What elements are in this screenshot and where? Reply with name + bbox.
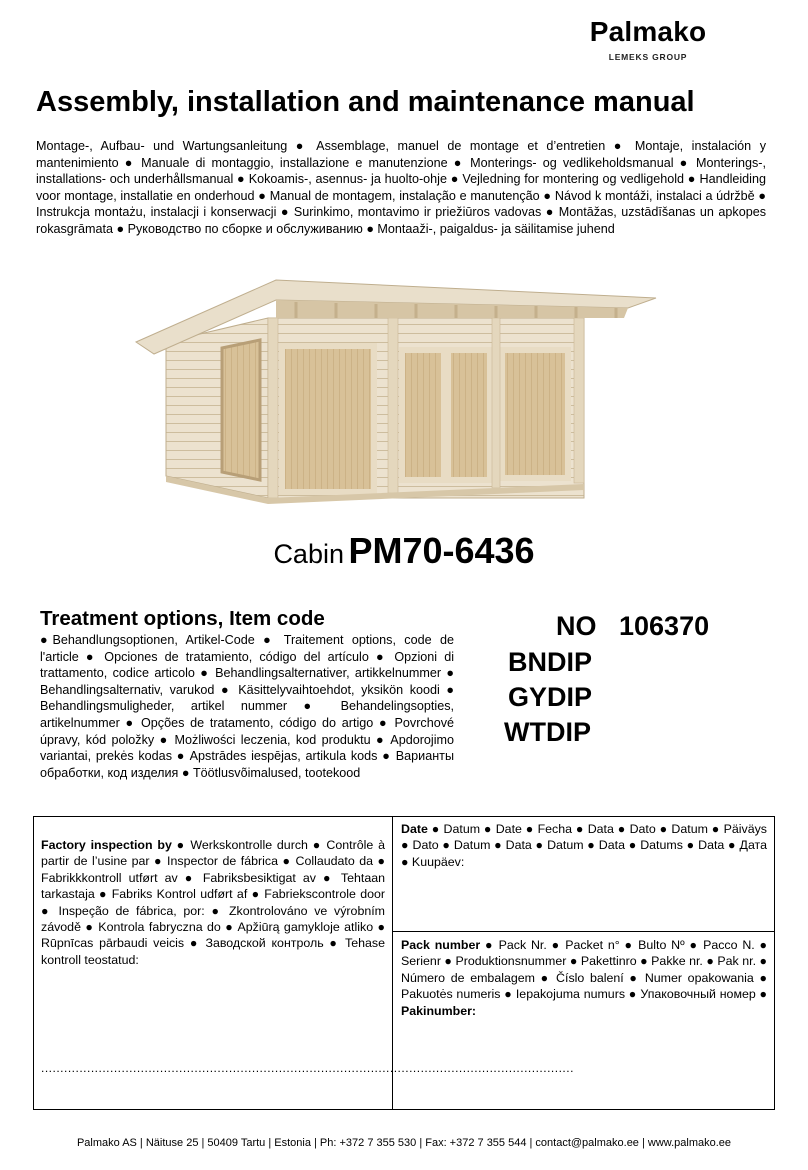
factory-inspection-text bbox=[41, 837, 385, 968]
pack-number-translations: ● Pack Nr. ● Packet n° ● Bulto Nº ● Pacco N. ● Serienr ● Produktionsnummer ● Pakettinro ● Pakke nr. ● Pak nr. ● Número de embalagem ● Číslo balení ● Numer opakowania ● Pakuotės numeris ● Iepakojuma numurs ● Упаковочный номер ● bbox=[401, 938, 767, 1002]
company-contact-footer: Palmako AS | Näituse 25 | 50409 Tartu | Estonia | Ph: +372 7 355 530 | Fax: +372 7 355 544 | contact@palmako.ee | www.palmako.ee bbox=[76, 1137, 732, 1149]
product-name bbox=[0, 530, 808, 572]
treatment-options-translations: ●Behandlungsoptionen, Artikel-Code ● Traitement options, code de l'article ● Opciones de tratamiento, código del artículo ● Opzioni di trattamento, codice articolo ● Behandlingsalternativer, artikkelnummer ● Behandlingsalternativ, varukod ● Käsittelyvaihtoehdot, yksikön koodi ● Behandlingsmuligheder, artikel nummer ● Behandelingsopties, artikelnummer ● Opções de tratamento, código do artigo ● Povrchové úpravy, kód položky ● Możliwości leczenia, kod produktu ● Apdorojimo variantai, prekės kodas ● Apstrādes iespējas, artikula kods ● Варианты обработки, код изделия ● Töötlusvõimalused, tootekood bbox=[40, 633, 454, 780]
item-code-number: 106370 bbox=[619, 611, 710, 641]
treatment-code-wtdip: WTDIP bbox=[504, 717, 591, 747]
cabin-illustration bbox=[136, 262, 666, 502]
pack-number-text bbox=[401, 937, 767, 1019]
cabin-front-window-2 bbox=[502, 350, 568, 478]
product-model: PM70-6436 bbox=[348, 530, 535, 571]
logo-group-name: LEMEKS GROUP bbox=[608, 52, 688, 62]
product-prefix: Cabin bbox=[273, 539, 344, 569]
treatment-code-no: NO bbox=[556, 611, 597, 641]
cabin-side-window bbox=[222, 340, 260, 480]
cabin-door-right bbox=[448, 350, 490, 480]
inspection-table bbox=[33, 816, 775, 1110]
palmako-logo bbox=[568, 16, 728, 74]
factory-inspection-label: Factory inspection by bbox=[41, 838, 172, 852]
manual-title: Assembly, installation and maintenance manual bbox=[36, 86, 695, 118]
cabin-front-window-1 bbox=[282, 346, 374, 492]
logo-brand-name: Palmako bbox=[589, 16, 707, 47]
pack-number-cell bbox=[393, 932, 774, 1109]
factory-inspection-translations: ● Werkskontrolle durch ● Contrôle à partir de l’usine par ● Inspector de fábrica ● Collaudato da ● Fabrikkkontroll utført av ● Fabriksbesiktigat av ● Tehtaan tarkastaja ● Fabriks Kontrol udført af ● Fabriekscontrole door ● Inspeção de fábrica, por: ● Zkontrolováno ve výrobním závodě ● Kontrola fabryczna do ● Apžiūrą gamykloje atliko ● Rūpnīcas pārbaudi veicis ● Заводской контроль ● Tehase kontroll teostatud: bbox=[41, 838, 385, 967]
date-text bbox=[401, 821, 767, 870]
signature-line: ........................................................................................................................................... bbox=[41, 1061, 574, 1075]
treatment-code-bndip: BNDIP bbox=[508, 647, 593, 677]
pack-number-label: Pack number bbox=[401, 938, 481, 952]
manual-title-translations: Montage-, Aufbau- und Wartungsanleitung ● Assemblage, manuel de montage et d’entretien ● Montaje, instalación y mantenimiento ● Manuale di montaggio, installazione e manutenzione ● Monterings- og vedlikeholdsmanual ● Monterings-, installations- och underhållsmanual ● Kokoamis-, asennus- ja huolto-ohje ● Vejledning for montering og vedligehold ● Handleiding voor montage, installatie en onderhoud ● Manual de montagem, instalação e manutenção ● Návod k montáži, instalaci a údržbě ● Instrukcja montażu, instalacji i konserwacji ● Surinkimo, montavimo ir priežiūros vadovas ● Montāžas, uzstādīšanas un apkopes rokasgrāmata ● Руководство по сборке и обслуживанию ● Montaaži-, paigaldus- ja säilitamise juhend bbox=[36, 139, 766, 236]
cabin-door-left bbox=[402, 350, 444, 480]
treatment-code-gydip: GYDIP bbox=[508, 682, 593, 712]
date-cell bbox=[393, 817, 774, 932]
pack-number-estonian: Pakinumber: bbox=[401, 1003, 477, 1018]
date-label: Date bbox=[401, 822, 428, 836]
date-translations: ● Datum ● Date ● Fecha ● Data ● Dato ● Datum ● Päiväys ● Dato ● Datum ● Data ● Datum ● Data ● Datums ● Data ● Дата ● Kuupäev: bbox=[401, 822, 767, 869]
treatment-options-title: Treatment options, Item code bbox=[40, 607, 325, 630]
